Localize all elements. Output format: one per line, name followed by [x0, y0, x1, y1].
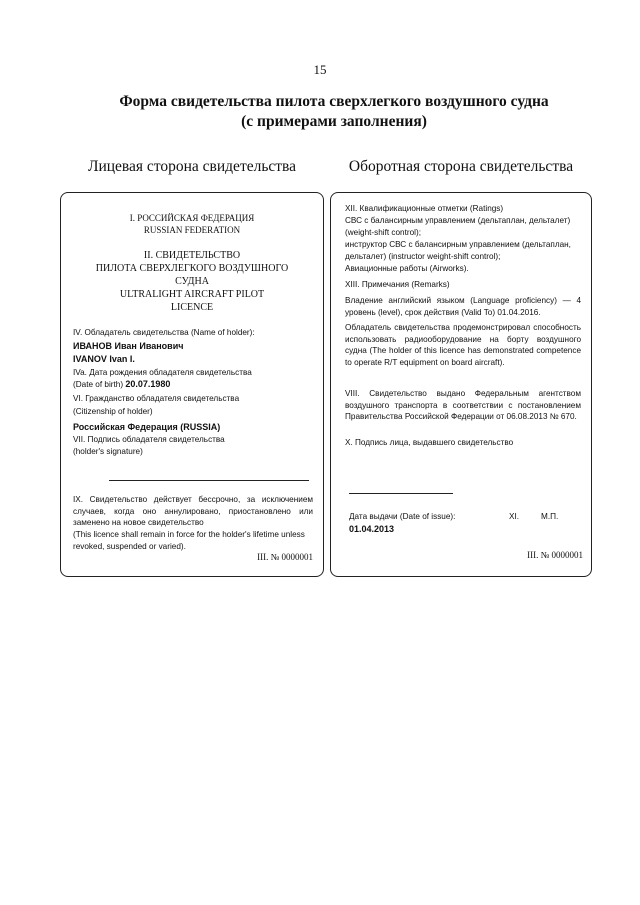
- signature-label: VII. Подпись обладателя свидетельства: [73, 435, 225, 444]
- licence-back-card: [330, 192, 592, 577]
- front-side-heading: Лицевая сторона свидетельства: [87, 158, 297, 175]
- remarks-label: XIII. Примечания (Remarks): [345, 280, 450, 289]
- holder-label: IV. Обладатель свидетельства (Name of holder):: [73, 328, 255, 337]
- section-2-line-3: СУДНА: [175, 276, 209, 287]
- licence-number-back: III. № 0000001: [527, 550, 583, 560]
- section-1-country-en: RUSSIAN FEDERATION: [143, 225, 241, 235]
- section-2-line-2: ПИЛОТА СВЕРХЛЕГКОГО ВОЗДУШНОГО: [95, 263, 289, 274]
- rating-3: Авиационные работы (Airworks).: [345, 264, 469, 273]
- section-1-country-ru: I. РОССИЙСКАЯ ФЕДЕРАЦИЯ: [129, 213, 255, 223]
- licence-front-card: [60, 192, 324, 577]
- holder-name-ru: ИВАНОВ Иван Иванович: [73, 341, 184, 351]
- remark-language: Владение английский языком (Language proficiency) — 4 уровень (level), срок действия (Valid To) 01.04.2016.: [345, 296, 581, 317]
- page-number: 15: [313, 62, 327, 77]
- issue-date-value: 01.04.2013: [349, 524, 395, 534]
- remark-radio: Обладатель свидетельства продемонстрировал способность использовать радиооборудование на борту воздушного судна (The holder of this licence has demonstrated competence to operate R/T equipment on board aircraft).: [345, 323, 581, 367]
- issuer-signature-label: X. Подпись лица, выдавшего свидетельство: [345, 438, 514, 447]
- citizenship-label: VI. Гражданство обладателя свидетельства: [73, 394, 240, 403]
- licence-number-front: III. № 0000001: [257, 552, 313, 562]
- holder-signature-line: [109, 480, 309, 481]
- dob-row: [73, 379, 170, 391]
- section-2-line-1: II. СВИДЕТЕЛЬСТВО: [143, 250, 241, 261]
- seal-number: XI.: [509, 512, 520, 521]
- section-2-line-5: LICENCE: [170, 302, 214, 313]
- rating-1: СВС с балансирным управлением (дельтаплан, дельталет) (weight-shift control);: [345, 216, 571, 237]
- dob-label: IVa. Дата рождения обладателя свидетельства: [73, 368, 252, 377]
- issuer-text: VIII. Свидетельство выдано Федеральным агентством воздушного транспорта в соответствии с постановлением Правительства Российской Федерации от 06.08.2013 № 670.: [345, 389, 581, 422]
- title-line-2: (с примерами заполнения): [241, 113, 427, 130]
- dob-value: 20.07.1980: [125, 379, 171, 389]
- title-line-1: Форма свидетельства пилота сверхлегкого воздушного судна: [119, 93, 549, 110]
- document-title: [0, 92, 640, 132]
- back-side-heading: Оборотная сторона свидетельства: [348, 158, 574, 175]
- ratings-label: [345, 203, 583, 215]
- rating-2: инструктор СВС с балансирным управлением (дельтаплан, дельталет) (instructor weight-shift control);: [345, 240, 571, 261]
- validity-text-ru: IX. Свидетельство действует бессрочно, за исключением случаев, когда оно аннулировано, приостановлено или заменено на новое свидетельство: [73, 495, 313, 528]
- citizenship-value: Российская Федерация (RUSSIA): [73, 422, 221, 432]
- seal-label: М.П.: [541, 512, 559, 521]
- issue-date-label: Дата выдачи (Date of issue):: [349, 512, 456, 521]
- section-2-line-4: ULTRALIGHT AIRCRAFT PILOT: [119, 289, 265, 300]
- holder-name-en: IVANOV Ivan I.: [73, 354, 135, 364]
- signature-label-en: (holder's signature): [73, 447, 143, 456]
- citizenship-label-en: (Citizenship of holder): [73, 407, 153, 416]
- issuer-signature-line: [349, 493, 453, 494]
- dob-label-en: (Date of birth): [73, 380, 124, 389]
- validity-text-en: (This licence shall remain in force for the holder's lifetime unless revoked, suspended or varied).: [73, 530, 305, 551]
- ratings-label-text: XII. Квалификационные отметки (Ratings): [345, 204, 504, 213]
